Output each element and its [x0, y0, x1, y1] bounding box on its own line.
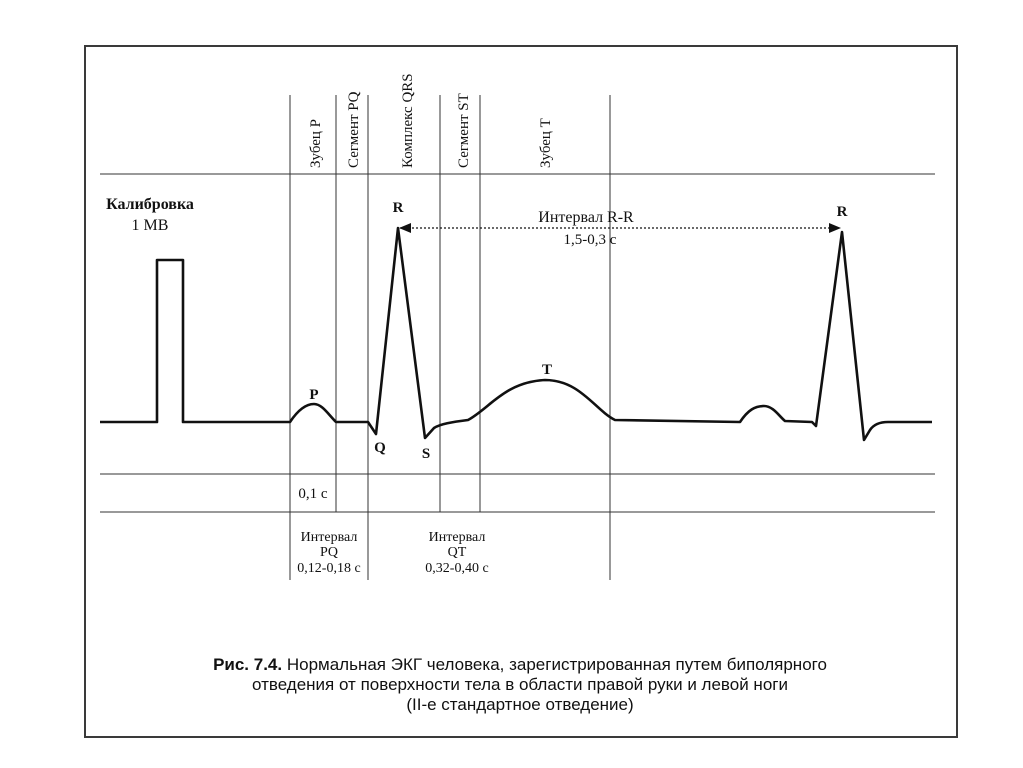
wave-label-t: T: [541, 362, 553, 378]
figure-caption: [100, 655, 940, 715]
qt-interval-name: QT: [447, 545, 467, 560]
ecg-trace: [100, 228, 932, 440]
rr-interval-title: Интервал R-R: [538, 209, 634, 226]
qt-interval-value: 0,32-0,40 с: [425, 561, 489, 576]
caption-line-2: отведения от поверхности тела в области правой руки и левой ноги: [252, 675, 788, 694]
pq-interval-name: PQ: [320, 545, 338, 560]
pq-interval-title: Интервал: [300, 530, 358, 545]
wave-label-r-second: R: [836, 204, 848, 220]
calibration-label: Калибровка: [106, 196, 194, 213]
st-segment-label: Сегмент ST: [456, 93, 472, 168]
t-wave-label: Зубец T: [538, 118, 554, 168]
pq-interval-value: 0,12-0,18 с: [297, 561, 361, 576]
pq-segment-label: Сегмент PQ: [346, 91, 362, 168]
wave-label-p: P: [309, 387, 319, 403]
wave-label-q: Q: [374, 440, 386, 456]
caption-label: Рис. 7.4.: [213, 655, 283, 674]
time-scale-label: 0,1 с: [298, 486, 328, 502]
wave-label-r-first: R: [392, 200, 404, 216]
wave-label-s: S: [421, 446, 431, 462]
qt-interval-title: Интервал: [428, 530, 486, 545]
rr-interval-value: 1,5-0,3 с: [563, 232, 617, 248]
caption-line-1: [100, 655, 940, 675]
p-wave-label: Зубец P: [308, 118, 324, 168]
caption-line-3: (II-е стандартное отведение): [406, 695, 634, 714]
caption-text-1: Нормальная ЭКГ человека, зарегистрированная путем биполярного: [286, 655, 827, 674]
calibration-value: 1 МВ: [131, 217, 169, 234]
qrs-complex-label: Комплекс QRS: [400, 73, 416, 168]
